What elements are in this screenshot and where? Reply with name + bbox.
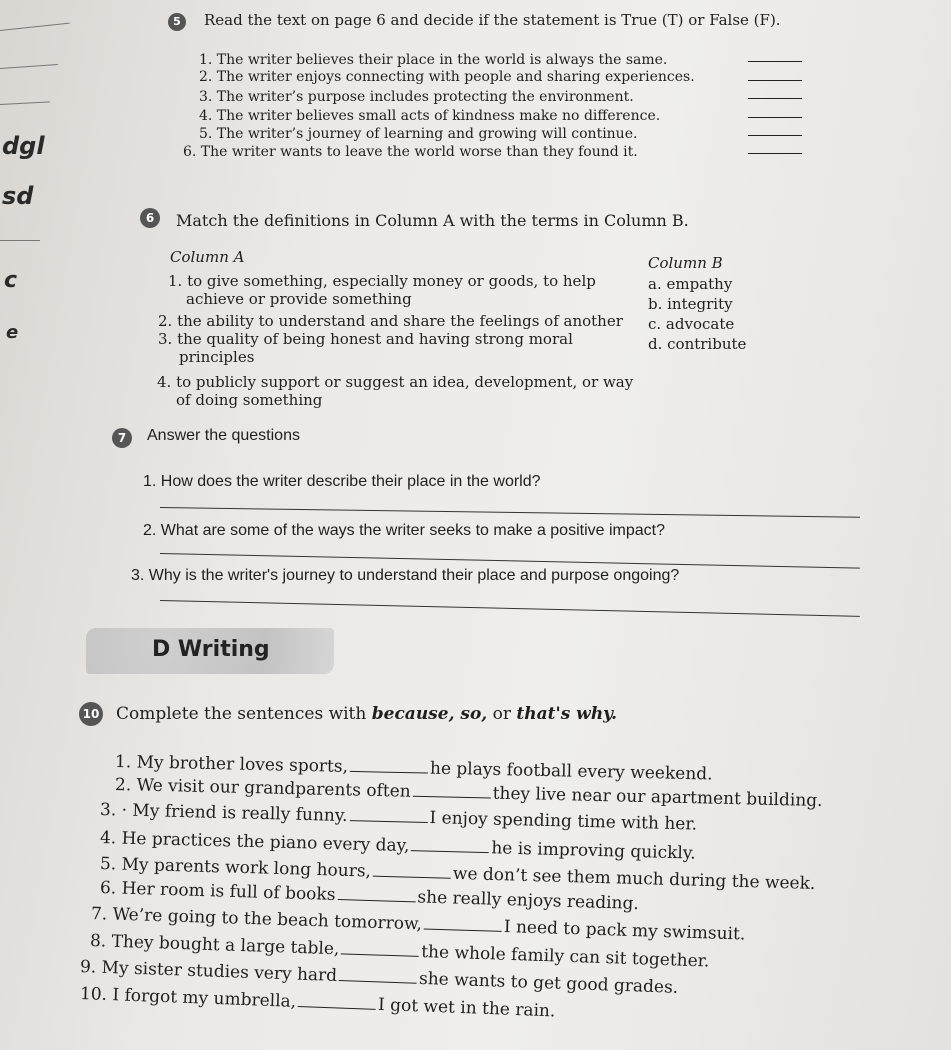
sentence-start: 10. I forgot my umbrella, xyxy=(79,984,297,1012)
sentence-blank[interactable] xyxy=(413,784,491,799)
statement-3: 3. The writer’s purpose includes protecting the environment. xyxy=(199,89,634,105)
margin-handwriting: e xyxy=(6,322,19,343)
sentence-end: I got wet in the rain. xyxy=(377,994,556,1022)
definition-3-line2: principles xyxy=(179,348,255,366)
margin-line xyxy=(0,101,50,105)
sentence-end: he is improving quickly. xyxy=(491,838,696,864)
exercise-instruction: Read the text on page 6 and decide if the statement is True (T) or False (F). xyxy=(204,11,781,29)
sentence-blank[interactable] xyxy=(373,864,451,879)
sentence-end: they live near our apartment building. xyxy=(492,783,823,812)
sentence-start: 6. Her room is full of books xyxy=(99,878,336,905)
sentence-start: 3. · My friend is really funny. xyxy=(99,800,348,827)
answer-line[interactable] xyxy=(160,600,860,617)
sentence-start: 1. My brother loves sports, xyxy=(114,752,349,777)
exercise-number-badge: 6 xyxy=(140,208,160,228)
term-a: a. empathy xyxy=(648,275,733,293)
sentence-start: 8. They bought a large table, xyxy=(89,931,340,960)
sentence-end: we don’t see them much during the week. xyxy=(452,863,816,894)
definition-3-line1: 3. the quality of being honest and having strong moral xyxy=(158,330,573,348)
exercise-number-badge: 5 xyxy=(168,13,186,31)
sentence-end: the whole family can sit together. xyxy=(420,941,710,972)
answer-blank[interactable] xyxy=(748,98,802,99)
question-3: 3. Why is the writer's journey to understand their place and purpose ongoing? xyxy=(131,567,680,584)
answer-blank[interactable] xyxy=(748,61,802,62)
margin-line xyxy=(0,64,58,69)
margin-line xyxy=(0,23,70,31)
sentence-end: I enjoy spending time with her. xyxy=(429,808,698,835)
margin-handwriting: sd xyxy=(2,182,34,210)
sentence-blank[interactable] xyxy=(424,916,502,931)
exercise-instruction: Answer the questions xyxy=(147,427,300,444)
statement-4: 4. The writer believes small acts of kindness make no difference. xyxy=(199,108,661,124)
sentence-blank[interactable] xyxy=(341,941,419,957)
sentence-blank[interactable] xyxy=(350,759,428,774)
sentence-end: she really enjoys reading. xyxy=(417,887,640,914)
definition-4-line1: 4. to publicly support or suggest an idea, development, or way xyxy=(157,373,634,391)
definition-1-line2: achieve or provide something xyxy=(186,290,412,308)
sentence-start: 4. He practices the piano every day, xyxy=(99,828,410,857)
statement-5: 5. The writer’s journey of learning and growing will continue. xyxy=(199,126,638,142)
exercise-number-badge: 7 xyxy=(112,428,132,448)
sentence-blank[interactable] xyxy=(349,808,427,823)
definition-1-line1: 1. to give something, especially money or goods, to help xyxy=(168,272,596,290)
question-1: 1. How does the writer describe their place in the world? xyxy=(143,473,541,490)
answer-blank[interactable] xyxy=(748,80,802,81)
sentence-end: he plays football every weekend. xyxy=(429,758,713,785)
statement-1: 1. The writer believes their place in the world is always the same. xyxy=(199,52,668,68)
section-title: D Writing xyxy=(152,637,270,662)
sentence-start: 7. We’re going to the beach tomorrow, xyxy=(90,904,423,935)
instruction-keywords: that's why. xyxy=(516,704,618,724)
instruction-text: or xyxy=(487,704,517,724)
definition-2: 2. the ability to understand and share the feelings of another xyxy=(158,312,623,330)
term-b: b. integrity xyxy=(648,295,733,313)
sentence-blank[interactable] xyxy=(298,994,376,1010)
sentence-blank[interactable] xyxy=(339,968,417,984)
sentence-start: 5. My parents work long hours, xyxy=(99,854,372,882)
exercise-number-badge: 10 xyxy=(79,702,103,726)
margin-line xyxy=(0,240,40,241)
instruction-text: Complete the sentences with xyxy=(116,704,372,724)
sentence-blank[interactable] xyxy=(337,887,415,902)
sentence-start: 9. My sister studies very hard xyxy=(79,957,338,986)
column-a-heading: Column A xyxy=(170,248,245,266)
exercise-instruction xyxy=(116,704,617,724)
definition-4-line2: of doing something xyxy=(176,391,323,409)
term-c: c. advocate xyxy=(648,315,735,333)
exercise-instruction: Match the definitions in Column A with the terms in Column B. xyxy=(176,211,689,230)
statement-2: 2. The writer enjoys connecting with people and sharing experiences. xyxy=(199,69,695,85)
answer-line[interactable] xyxy=(160,507,860,518)
margin-handwriting: c xyxy=(4,268,18,293)
statement-6: 6. The writer wants to leave the world worse than they found it. xyxy=(183,144,638,160)
sentence-start: 2. We visit our grandparents often xyxy=(114,775,411,802)
term-d: d. contribute xyxy=(648,335,747,353)
answer-blank[interactable] xyxy=(748,135,802,136)
instruction-keywords: because, so, xyxy=(371,704,488,724)
question-2: 2. What are some of the ways the writer seeks to make a positive impact? xyxy=(143,522,665,539)
answer-blank[interactable] xyxy=(748,117,802,118)
column-b-heading: Column B xyxy=(648,254,723,272)
answer-blank[interactable] xyxy=(748,153,802,154)
sentence-end: I need to pack my swimsuit. xyxy=(503,916,746,945)
margin-handwriting: dgl xyxy=(2,132,45,160)
sentence-end: she wants to get good grades. xyxy=(418,968,679,998)
sentence-blank[interactable] xyxy=(411,838,489,853)
